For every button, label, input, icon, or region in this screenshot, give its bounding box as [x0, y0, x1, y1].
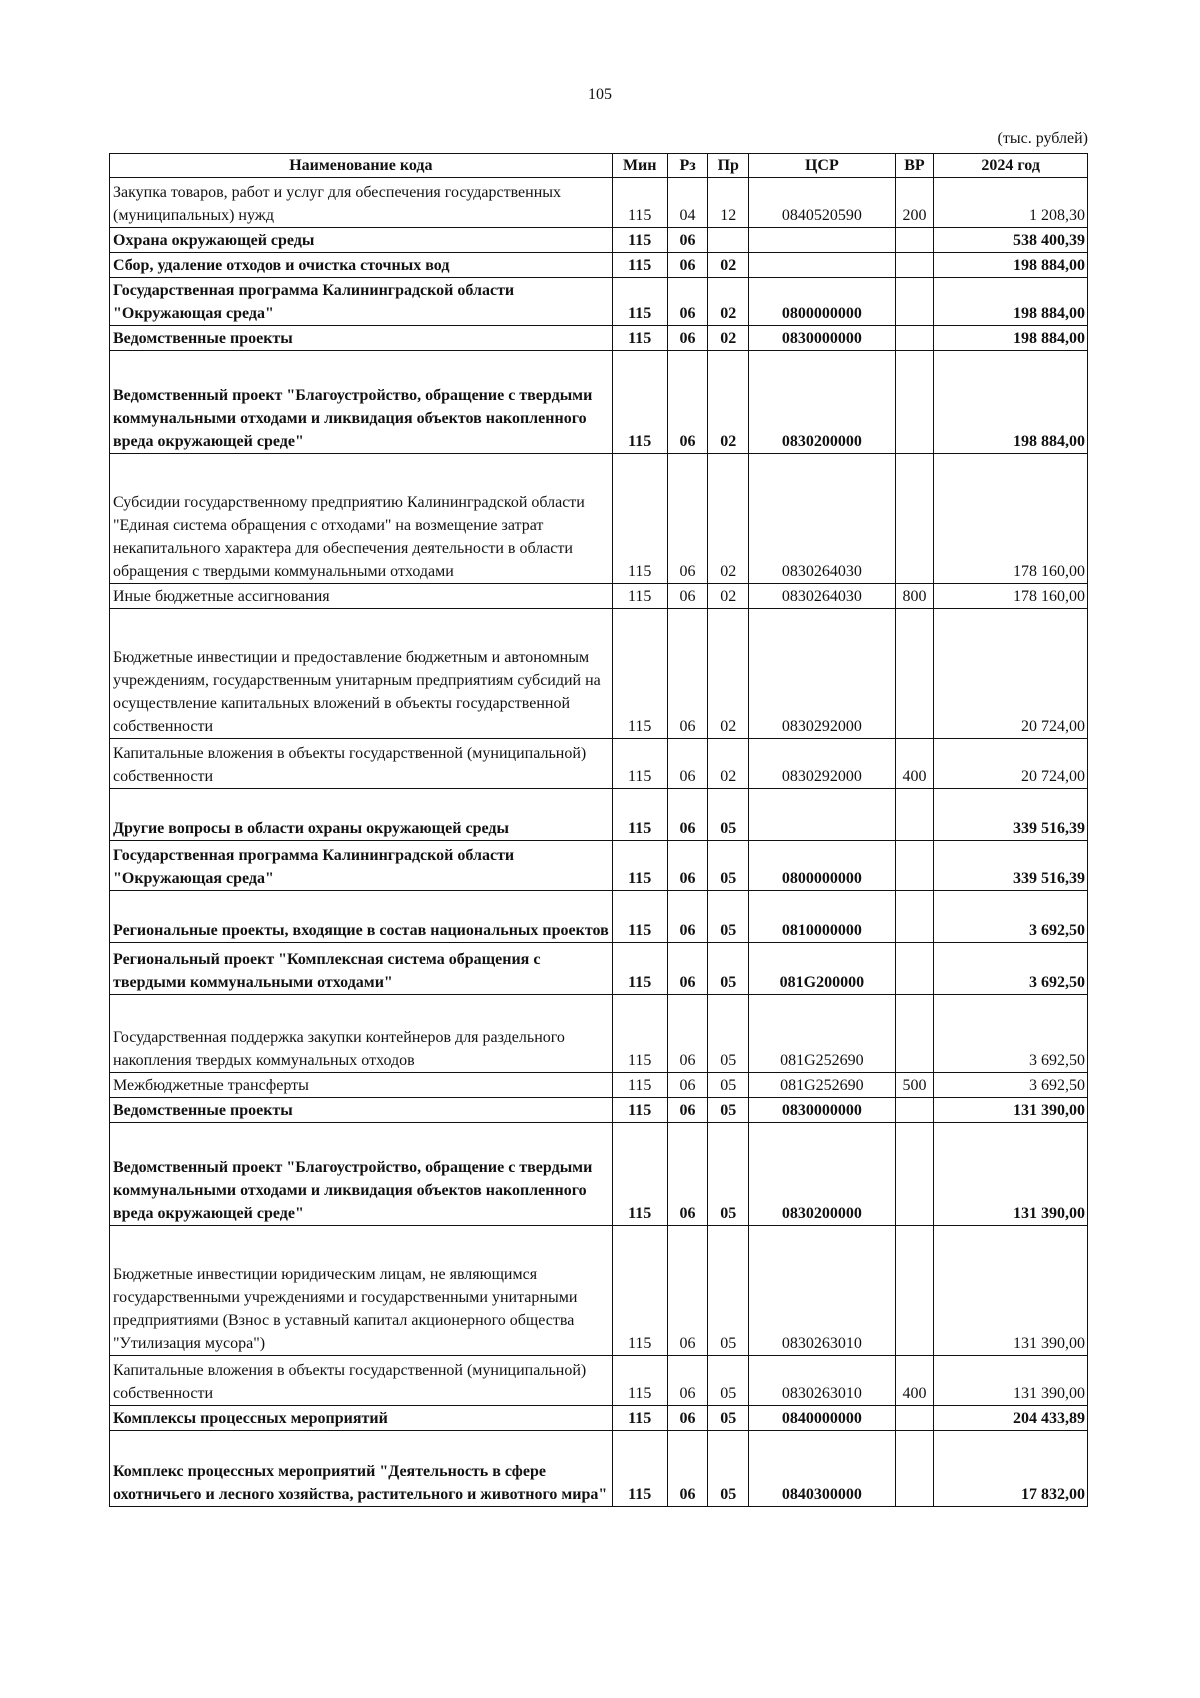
budget-table — [109, 153, 1088, 1507]
row-vr — [895, 789, 934, 841]
row-rz: 06 — [667, 1406, 708, 1431]
row-rz: 06 — [667, 351, 708, 454]
units-label: (тыс. рублей) — [997, 130, 1088, 147]
row-vr — [895, 351, 934, 454]
row-name: Государственная программа Калининградской области "Окружающая среда" — [110, 841, 613, 891]
row-min: 115 — [612, 1073, 667, 1098]
row-rz: 06 — [667, 326, 708, 351]
table-row — [110, 1073, 1088, 1098]
row-pr: 05 — [708, 1226, 749, 1356]
row-csr: 0830264030 — [749, 454, 896, 584]
page-number: 105 — [588, 86, 612, 103]
table-header-row — [110, 154, 1088, 178]
row-amount: 198 884,00 — [934, 326, 1088, 351]
row-min: 115 — [612, 253, 667, 278]
row-csr: 0830200000 — [749, 1123, 896, 1226]
row-rz: 06 — [667, 995, 708, 1073]
row-amount: 198 884,00 — [934, 351, 1088, 454]
row-amount: 198 884,00 — [934, 253, 1088, 278]
row-rz: 06 — [667, 841, 708, 891]
row-csr: 0840000000 — [749, 1406, 896, 1431]
row-rz: 06 — [667, 891, 708, 943]
row-min: 115 — [612, 1406, 667, 1431]
row-rz: 06 — [667, 789, 708, 841]
row-vr: 200 — [895, 178, 934, 228]
row-pr: 02 — [708, 253, 749, 278]
row-vr: 400 — [895, 739, 934, 789]
row-amount: 20 724,00 — [934, 739, 1088, 789]
row-csr: 0830263010 — [749, 1226, 896, 1356]
row-vr: 500 — [895, 1073, 934, 1098]
row-name: Ведомственные проекты — [110, 326, 613, 351]
row-csr: 081G252690 — [749, 995, 896, 1073]
row-min: 115 — [612, 609, 667, 739]
row-rz: 06 — [667, 739, 708, 789]
row-csr — [749, 228, 896, 253]
header-name: Наименование кода — [110, 154, 613, 178]
row-rz: 06 — [667, 1073, 708, 1098]
row-vr — [895, 841, 934, 891]
row-pr: 05 — [708, 891, 749, 943]
row-vr — [895, 943, 934, 995]
row-name: Государственная программа Калининградской области "Окружающая среда" — [110, 278, 613, 326]
row-name: Охрана окружающей среды — [110, 228, 613, 253]
row-amount: 131 390,00 — [934, 1098, 1088, 1123]
row-amount: 3 692,50 — [934, 995, 1088, 1073]
row-csr: 0830264030 — [749, 584, 896, 609]
row-csr: 0840300000 — [749, 1431, 896, 1507]
row-vr — [895, 454, 934, 584]
row-rz: 06 — [667, 609, 708, 739]
row-csr: 0830263010 — [749, 1356, 896, 1406]
row-vr — [895, 1226, 934, 1356]
row-name: Региональный проект "Комплексная система обращения с твердыми коммунальными отходами" — [110, 943, 613, 995]
table-row — [110, 178, 1088, 228]
row-rz: 06 — [667, 1226, 708, 1356]
row-name: Ведомственный проект "Благоустройство, обращение с твердыми коммунальными отходами и ликвидация объектов накопленного вреда окружающей среде" — [110, 351, 613, 454]
row-min: 115 — [612, 739, 667, 789]
row-rz: 06 — [667, 1356, 708, 1406]
row-min: 115 — [612, 454, 667, 584]
row-amount: 131 390,00 — [934, 1226, 1088, 1356]
row-min: 115 — [612, 1123, 667, 1226]
row-rz: 06 — [667, 1431, 708, 1507]
row-name: Комплексы процессных мероприятий — [110, 1406, 613, 1431]
row-min: 115 — [612, 326, 667, 351]
row-amount: 198 884,00 — [934, 278, 1088, 326]
row-min: 115 — [612, 584, 667, 609]
row-min: 115 — [612, 841, 667, 891]
row-csr: 0830200000 — [749, 351, 896, 454]
row-min: 115 — [612, 1226, 667, 1356]
table-row — [110, 351, 1088, 454]
row-csr: 0810000000 — [749, 891, 896, 943]
table-row — [110, 228, 1088, 253]
row-rz: 06 — [667, 943, 708, 995]
row-amount: 17 832,00 — [934, 1431, 1088, 1507]
row-name: Ведомственные проекты — [110, 1098, 613, 1123]
row-min: 115 — [612, 789, 667, 841]
row-name: Бюджетные инвестиции и предоставление бюджетным и автономным учреждениям, государственным унитарным предприятиям субсидий на осуществление капитальных вложений в объекты государственной собственности — [110, 609, 613, 739]
row-pr: 05 — [708, 1406, 749, 1431]
row-amount: 538 400,39 — [934, 228, 1088, 253]
table-row — [110, 454, 1088, 584]
table-row — [110, 789, 1088, 841]
row-vr — [895, 609, 934, 739]
header-csr: ЦСР — [749, 154, 896, 178]
row-csr: 0830292000 — [749, 609, 896, 739]
row-csr: 0830000000 — [749, 1098, 896, 1123]
row-min: 115 — [612, 891, 667, 943]
table-row — [110, 1226, 1088, 1356]
row-pr: 02 — [708, 278, 749, 326]
row-csr: 081G200000 — [749, 943, 896, 995]
row-vr — [895, 1406, 934, 1431]
row-vr — [895, 326, 934, 351]
row-vr — [895, 278, 934, 326]
table-row — [110, 609, 1088, 739]
row-name: Капитальные вложения в объекты государственной (муниципальной) собственности — [110, 1356, 613, 1406]
row-pr — [708, 228, 749, 253]
row-min: 115 — [612, 228, 667, 253]
table-row — [110, 278, 1088, 326]
row-amount: 131 390,00 — [934, 1123, 1088, 1226]
row-vr — [895, 1123, 934, 1226]
row-csr: 0800000000 — [749, 841, 896, 891]
table-row — [110, 739, 1088, 789]
row-pr: 05 — [708, 789, 749, 841]
row-amount: 3 692,50 — [934, 891, 1088, 943]
row-rz: 06 — [667, 278, 708, 326]
row-pr: 02 — [708, 609, 749, 739]
header-pr: Пр — [708, 154, 749, 178]
row-amount: 178 160,00 — [934, 454, 1088, 584]
row-name: Иные бюджетные ассигнования — [110, 584, 613, 609]
row-min: 115 — [612, 995, 667, 1073]
row-rz: 06 — [667, 253, 708, 278]
row-rz: 06 — [667, 1123, 708, 1226]
row-min: 115 — [612, 278, 667, 326]
row-vr — [895, 891, 934, 943]
row-min: 115 — [612, 943, 667, 995]
table-row — [110, 943, 1088, 995]
row-name: Закупка товаров, работ и услуг для обеспечения государственных (муниципальных) нужд — [110, 178, 613, 228]
table-row — [110, 1356, 1088, 1406]
row-vr — [895, 995, 934, 1073]
table-row — [110, 841, 1088, 891]
row-pr: 02 — [708, 739, 749, 789]
row-pr: 05 — [708, 1098, 749, 1123]
row-vr — [895, 228, 934, 253]
header-min: Мин — [612, 154, 667, 178]
header-rz: Рз — [667, 154, 708, 178]
row-amount: 3 692,50 — [934, 943, 1088, 995]
table-row — [110, 995, 1088, 1073]
row-amount: 131 390,00 — [934, 1356, 1088, 1406]
row-name: Ведомственный проект "Благоустройство, обращение с твердыми коммунальными отходами и ликвидация объектов накопленного вреда окружающей среде" — [110, 1123, 613, 1226]
header-year: 2024 год — [934, 154, 1088, 178]
row-pr: 02 — [708, 454, 749, 584]
row-pr: 05 — [708, 841, 749, 891]
row-name: Межбюджетные трансферты — [110, 1073, 613, 1098]
row-csr: 081G252690 — [749, 1073, 896, 1098]
row-csr — [749, 253, 896, 278]
row-pr: 05 — [708, 943, 749, 995]
row-min: 115 — [612, 351, 667, 454]
row-csr — [749, 789, 896, 841]
row-min: 115 — [612, 1098, 667, 1123]
row-csr: 0840520590 — [749, 178, 896, 228]
row-vr: 800 — [895, 584, 934, 609]
row-min: 115 — [612, 178, 667, 228]
row-amount: 1 208,30 — [934, 178, 1088, 228]
row-name: Бюджетные инвестиции юридическим лицам, не являющимся государственными учреждениями и государственными унитарными предприятиями (Взнос в уставный капитал акционерного общества "Утилизация мусора") — [110, 1226, 613, 1356]
row-name: Сбор, удаление отходов и очистка сточных вод — [110, 253, 613, 278]
row-csr: 0800000000 — [749, 278, 896, 326]
row-name: Комплекс процессных мероприятий "Деятельность в сфере охотничьего и лесного хозяйства, растительного и животного мира" — [110, 1431, 613, 1507]
row-rz: 06 — [667, 228, 708, 253]
row-csr: 0830292000 — [749, 739, 896, 789]
row-min: 115 — [612, 1356, 667, 1406]
row-pr: 02 — [708, 351, 749, 454]
table-row — [110, 253, 1088, 278]
row-name: Субсидии государственному предприятию Калининградской области "Единая система обращения с отходами" на возмещение затрат некапитального характера для обеспечения деятельности в области обращения с твердыми коммунальными отходами — [110, 454, 613, 584]
table-row — [110, 1098, 1088, 1123]
row-rz: 04 — [667, 178, 708, 228]
row-amount: 3 692,50 — [934, 1073, 1088, 1098]
row-amount: 178 160,00 — [934, 584, 1088, 609]
row-pr: 05 — [708, 995, 749, 1073]
row-vr: 400 — [895, 1356, 934, 1406]
row-vr — [895, 1431, 934, 1507]
row-amount: 204 433,89 — [934, 1406, 1088, 1431]
row-amount: 339 516,39 — [934, 841, 1088, 891]
row-rz: 06 — [667, 454, 708, 584]
row-rz: 06 — [667, 584, 708, 609]
row-pr: 05 — [708, 1431, 749, 1507]
row-name: Капитальные вложения в объекты государственной (муниципальной) собственности — [110, 739, 613, 789]
row-pr: 05 — [708, 1356, 749, 1406]
row-name: Региональные проекты, входящие в состав национальных проектов — [110, 891, 613, 943]
table-row — [110, 1123, 1088, 1226]
table-row — [110, 584, 1088, 609]
row-pr: 05 — [708, 1073, 749, 1098]
row-csr: 0830000000 — [749, 326, 896, 351]
table-row — [110, 1431, 1088, 1507]
row-pr: 02 — [708, 584, 749, 609]
row-pr: 02 — [708, 326, 749, 351]
row-rz: 06 — [667, 1098, 708, 1123]
row-amount: 20 724,00 — [934, 609, 1088, 739]
row-pr: 05 — [708, 1123, 749, 1226]
table-row — [110, 891, 1088, 943]
table-row — [110, 1406, 1088, 1431]
row-amount: 339 516,39 — [934, 789, 1088, 841]
row-name: Другие вопросы в области охраны окружающей среды — [110, 789, 613, 841]
row-pr: 12 — [708, 178, 749, 228]
row-name: Государственная поддержка закупки контейнеров для раздельного накопления твердых коммунальных отходов — [110, 995, 613, 1073]
row-vr — [895, 253, 934, 278]
row-vr — [895, 1098, 934, 1123]
row-min: 115 — [612, 1431, 667, 1507]
header-vr: ВР — [895, 154, 934, 178]
table-row — [110, 326, 1088, 351]
